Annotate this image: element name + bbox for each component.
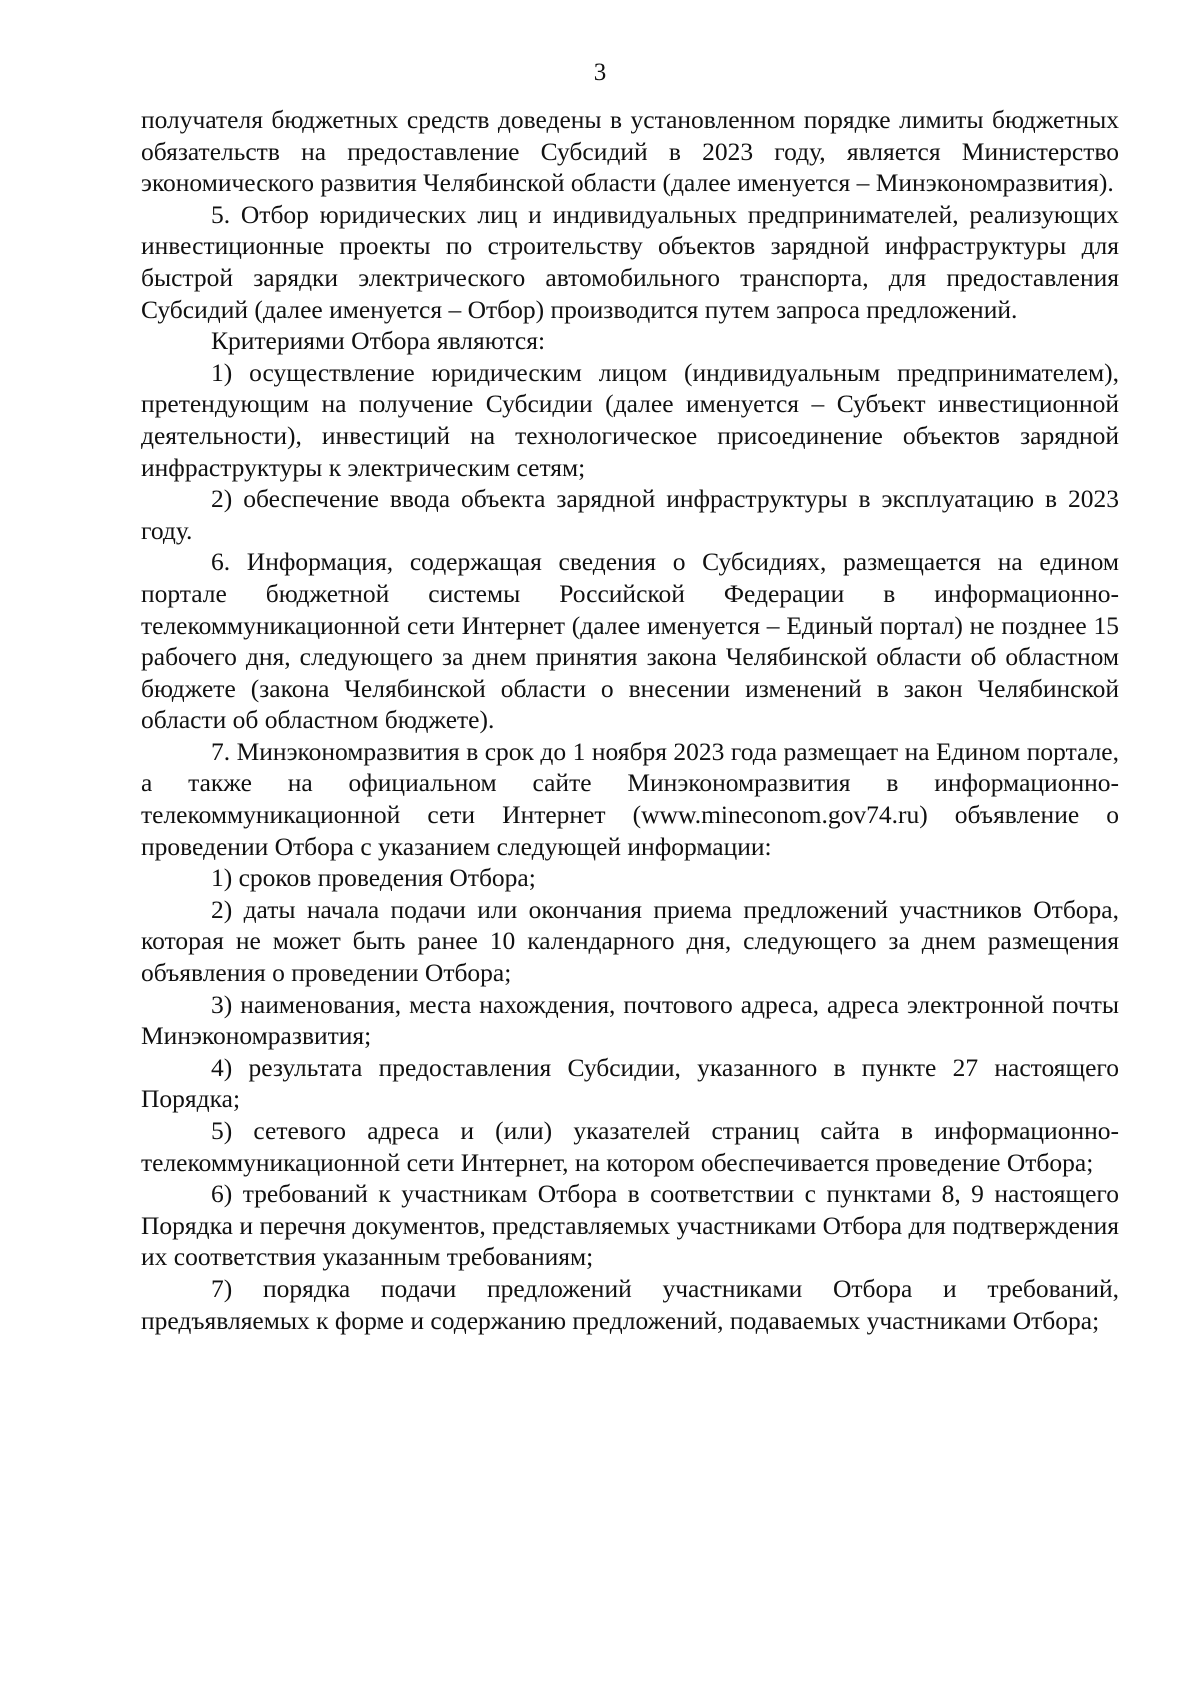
- paragraph: 7) порядка подачи предложений участниками Отбора и требований, предъявляемых к форме и содержанию предложений, подаваемых участниками Отбора;: [141, 1273, 1119, 1335]
- paragraph: 6) требований к участникам Отбора в соответствии с пунктами 8, 9 настоящего Порядка и перечня документов, представляемых участниками Отбора для подтверждения их соответствия указанным требованиям;: [141, 1179, 1119, 1272]
- document-body: [141, 104, 1119, 1336]
- paragraph: 5) сетевого адреса и (или) указателей страниц сайта в информационно-телекоммуникационной сети Интернет, на котором обеспечивается проведение Отбора;: [141, 1116, 1119, 1177]
- paragraph: 1) осуществление юридическим лицом (индивидуальным предпринимателем), претендующим на получение Субсидии (далее именуется – Субъект инвестиционной деятельности), инвестиций на технологическое присоединение объектов зарядной инфраструктуры к электрическим сетям;: [141, 357, 1119, 482]
- paragraph: 5. Отбор юридических лиц и индивидуальных предпринимателей, реализующих инвестиционные проекты по строительству объектов зарядной инфраструктуры для быстрой зарядки электрического автомобильного транспорта, для предоставления Субсидий (далее именуется – Отбор) производится путем запроса предложений.: [141, 199, 1119, 324]
- paragraph: 4) результата предоставления Субсидии, указанного в пункте 27 настоящего Порядка;: [141, 1052, 1119, 1114]
- paragraph: 2) обеспечение ввода объекта зарядной инфраструктуры в эксплуатацию в 2023 году.: [141, 484, 1119, 545]
- paragraph: 7. Минэкономразвития в срок до 1 ноября 2023 года размещает на Едином портале, а также на официальном сайте Минэкономразвития в информационно-телекоммуникационной сети Интернет (www.mineconom.gov74.ru) объявление о проведении Отбора с указанием следующей информации:: [141, 736, 1119, 861]
- page-number: 3: [593, 59, 607, 86]
- paragraph: 3) наименования, места нахождения, почтового адреса, адреса электронной почты Минэкономразвития;: [141, 989, 1119, 1051]
- paragraph: получателя бюджетных средств доведены в установленном порядке лимиты бюджетных обязательств на предоставление Субсидий в 2023 году, является Министерство экономического развития Челябинской области (далее именуется – Минэкономразвития).: [141, 105, 1119, 198]
- paragraph: Критериями Отбора являются:: [211, 326, 546, 356]
- paragraph: 6. Информация, содержащая сведения о Субсидиях, размещается на едином портале бюджетной системы Российской Федерации в информационно-телекоммуникационной сети Интернет (далее именуется – Единый портал) не позднее 15 рабочего дня, следующего за днем принятия закона Челябинской области об областном бюджете (закона Челябинской области о внесении изменений в закон Челябинской области об областном бюджете).: [141, 547, 1119, 735]
- paragraph: 2) даты начала подачи или окончания приема предложений участников Отбора, которая не может быть ранее 10 календарного дня, следующего за днем размещения объявления о проведении Отбора;: [141, 894, 1119, 988]
- paragraph: 1) сроков проведения Отбора;: [211, 863, 536, 893]
